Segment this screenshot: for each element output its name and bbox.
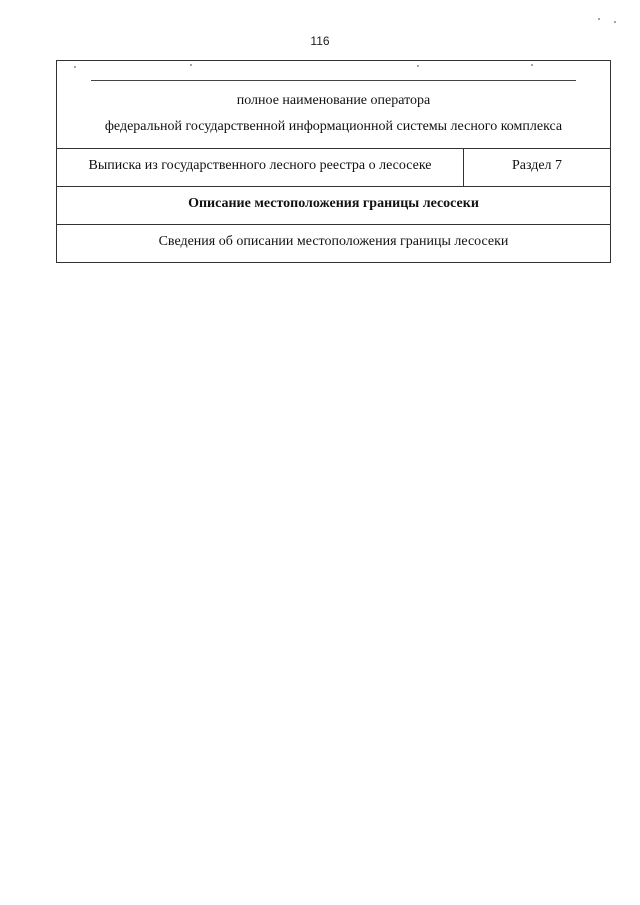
operator-header-block <box>57 61 610 149</box>
scan-speck <box>531 64 533 66</box>
operator-name-blank-line <box>91 80 576 81</box>
extract-form-table <box>56 60 611 263</box>
extract-title: Выписка из государственного лесного реестра о лесосеке <box>57 149 464 186</box>
section-title: Описание местоположения границы лесосеки <box>57 187 610 225</box>
scan-speck <box>598 18 600 20</box>
scan-speck <box>190 64 192 66</box>
scan-speck <box>614 21 616 23</box>
subsection-title: Сведения об описании местоположения границы лесосеки <box>158 233 509 249</box>
operator-caption-line-2: федеральной государственной информационной системы лесного комплекса <box>104 119 563 134</box>
operator-caption-line-1: полное наименование оператора <box>236 93 431 108</box>
extract-title-row <box>57 149 610 187</box>
scan-speck <box>417 65 419 67</box>
scan-speck <box>74 66 76 68</box>
section-label: Раздел 7 <box>511 157 563 173</box>
page-number: 116 <box>310 34 330 48</box>
